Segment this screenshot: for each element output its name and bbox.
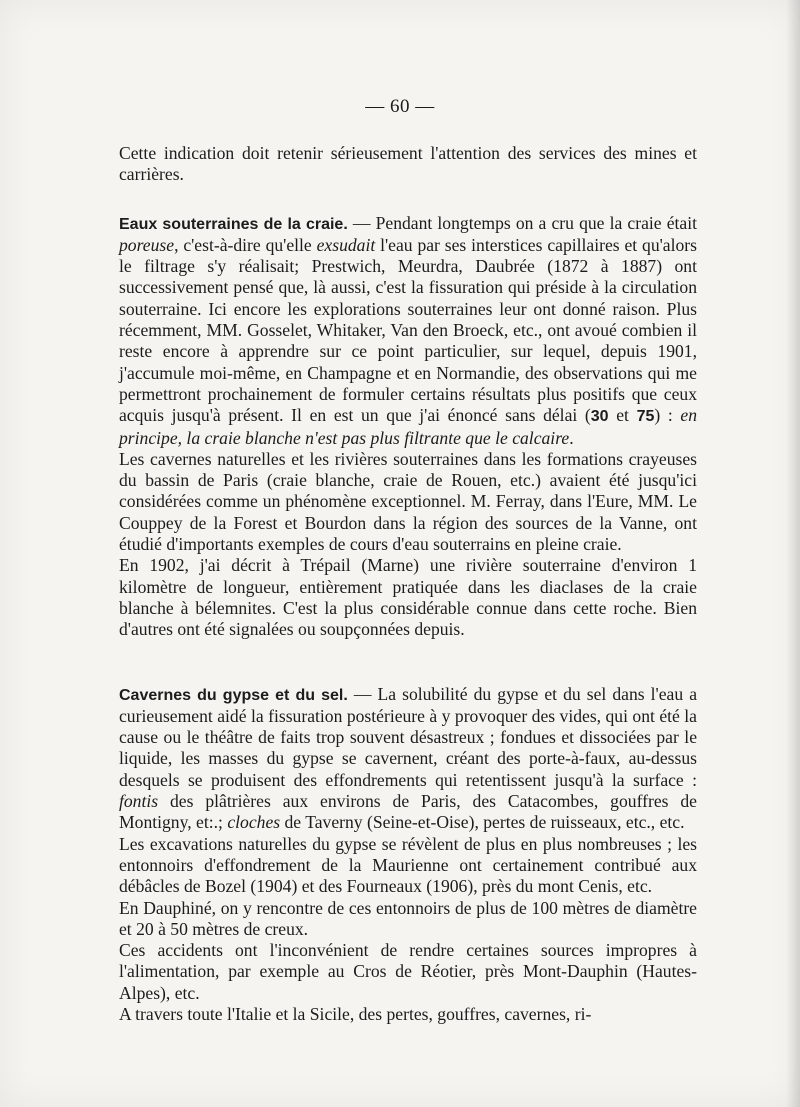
paragraph-cavernes-gypse: Cavernes du gypse et du sel. — La solubilité du gypse et du sel dans l'eau a curieusement aidé la fissuration postérieure à y provoquer des vides, qui ont été la cause ou le théâtre de faits trop souvent désastreux ; fondues et dissociées par le liquide, les masses du gypse se cavernent, créant des porte-à-faux, au-dessus desquels se produisent des effondrements qui retentissent jusqu'à la surface : fontis des plâtrières aux environs de Paris, des Catacombes, gouffres de Montigny, et:.; cloches de Taverny (Seine-et-Oise), pertes de ruisseaux, etc., etc.: [119, 683, 697, 833]
emphasized-principle: en principe, la craie blanche n'est pas plus filtrante que le calcaire: [119, 405, 697, 448]
paragraph-dauphine: En Dauphiné, on y rencontre de ces entonnoirs de plus de 100 mètres de diamètre et 20 à 50 mètres de creux.: [119, 897, 697, 939]
reference-number: 30: [590, 408, 609, 426]
section-heading-eaux-souterraines: Eaux souterraines de la craie.: [119, 215, 348, 233]
reference-number: 75: [636, 408, 655, 426]
paragraph-eaux-souterraines: Eaux souterraines de la craie. — Pendant longtemps on a cru que la craie était poreuse, c'est-à-dire qu'elle exsudait l'eau par ses interstices capillaires et qu'alors le filtrage s'y réalisait; Prestwich, Meurdra, Daubrée (1872 à 1887) ont successivement pensé que, là aussi, c'est la fissuration qui préside à la circulation souterraine. Ici encore les explorations souterraines leur ont donné raison. Plus récemment, MM. Gosselet, Whitaker, Van den Broeck, etc., ont avoué combien il reste encore à apprendre sur ce point particulier, sur lequel, depuis 1901, j'accumule moi-même, en Champagne et en Normandie, des observations qui me permettront prochainement de formuler certains résultats plus positifs que ceux acquis jusqu'à présent. Il en est un que j'ai énoncé sans délai (30 et 75) : en principe, la craie blanche n'est pas plus filtrante que le calcaire.: [119, 212, 697, 448]
paragraph-cavernes-craie: Les cavernes naturelles et les rivières souterraines dans les formations crayeuses du bassin de Paris (craie blanche, craie de Rouen, etc.) avaient été jusqu'ici considérées comme un phénomène exceptionnel. M. Ferray, dans l'Eure, MM. Le Couppey de la Forest et Bourdon dans la région des sources de la Vanne, ont étudié d'importants exemples de cours d'eau souterrains en pleine craie.: [119, 448, 697, 555]
paragraph-intro-conclusion: Cette indication doit retenir sérieusement l'attention des services des mines et carrières.: [119, 143, 697, 185]
section-heading-cavernes-gypse: Cavernes du gypse et du sel.: [119, 686, 348, 704]
page-number: — 60 —: [365, 96, 435, 117]
paragraph-accidents: Ces accidents ont l'inconvénient de rendre certaines sources impropres à l'alimentation, par exemple au Cros de Réotier, près Mont-Dauphin (Hautes-Alpes), etc.: [119, 940, 697, 1003]
paragraph-italie: A travers toute l'Italie et la Sicile, des pertes, gouffres, cavernes, ri-: [119, 1003, 592, 1024]
paragraph-excavations: Les excavations naturelles du gypse se révèlent de plus en plus nombreuses ; les entonnoirs d'effondrement de la Maurienne ont certainement contribué aux débâcles de Bozel (1904) et des Fourneaux (1906), près du mont Cenis, etc.: [119, 833, 697, 897]
body-text: [119, 143, 697, 1025]
paragraph-trepail: En 1902, j'ai décrit à Trépail (Marne) une rivière souterraine d'environ 1 kilomètre de longueur, entièrement pratiquée dans les diaclases de la craie blanche à bélemnites. C'est la plus considérable connue dans cette roche. Bien d'autres ont été signalées ou soupçonnées depuis.: [119, 555, 697, 640]
page-edge-shadow: [786, 0, 800, 1107]
